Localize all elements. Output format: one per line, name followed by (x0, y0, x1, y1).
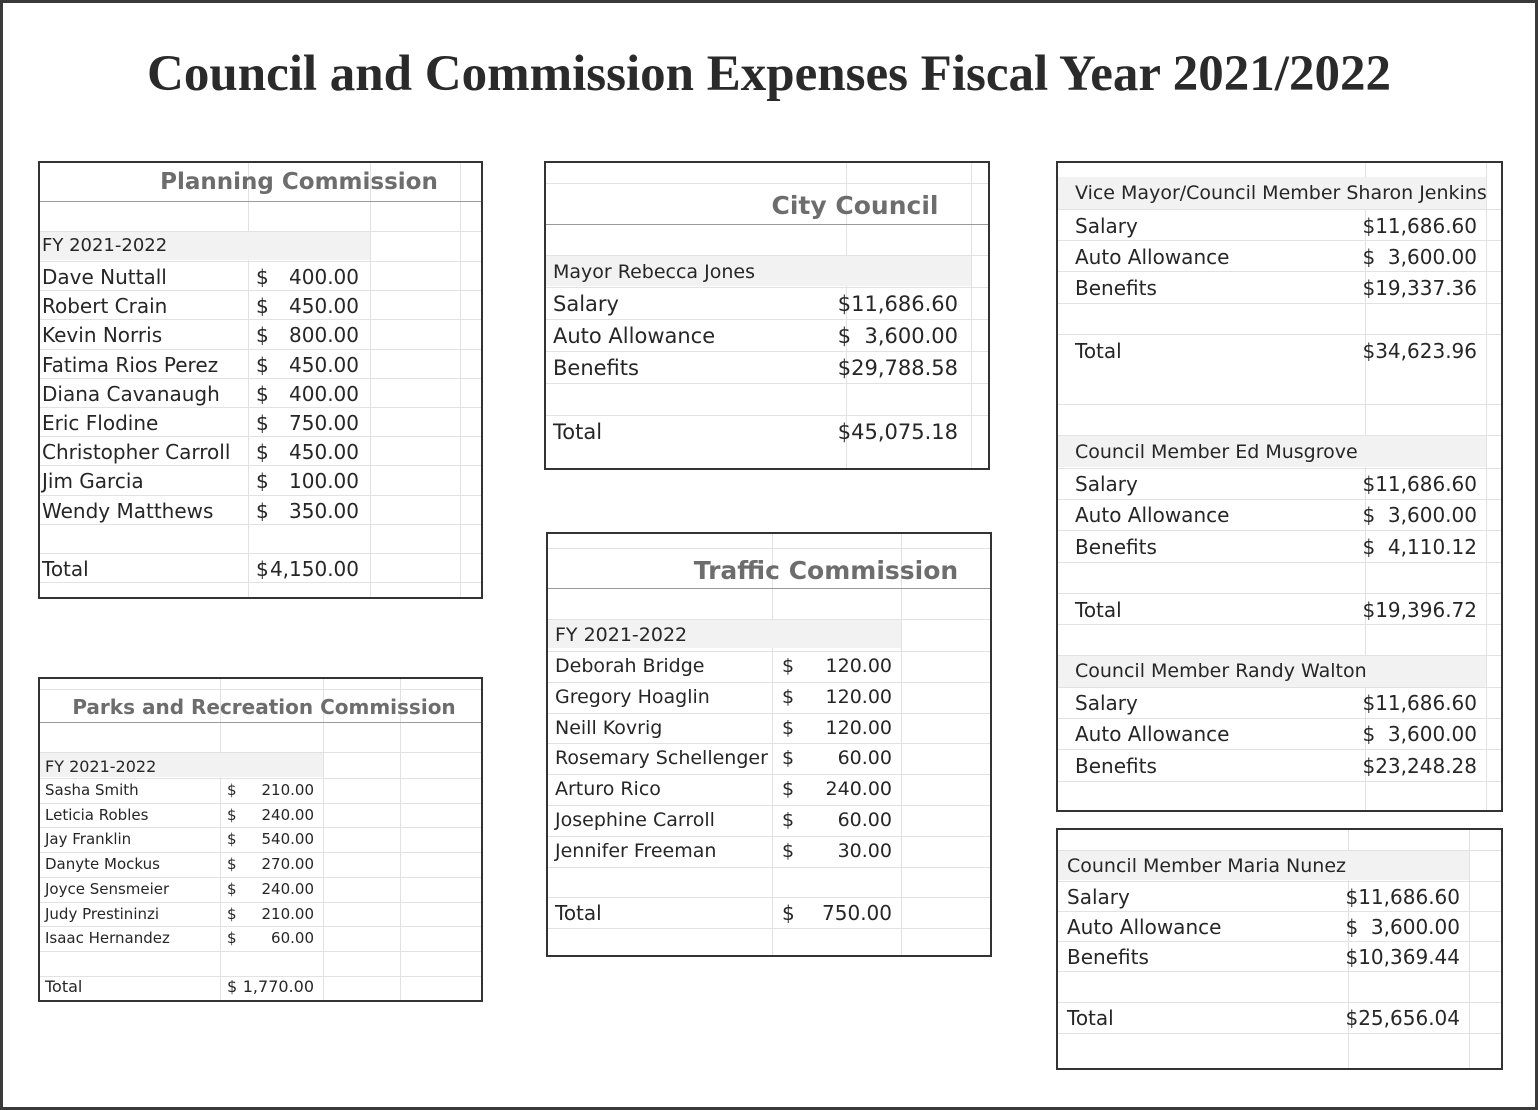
currency-symbol: $ (256, 323, 269, 348)
amount: 450.00 (289, 440, 359, 465)
member-name: Christopher Carroll (42, 440, 231, 465)
currency-symbol: $ (227, 781, 237, 799)
traffic-commission-heading: Traffic Commission (693, 556, 959, 585)
member-name: Eric Flodine (42, 411, 159, 435)
amount: 240.00 (261, 805, 314, 824)
amount: 100.00 (289, 469, 359, 494)
amount: 750.00 (289, 411, 359, 435)
amount: 240.00 (825, 778, 892, 801)
amount: 120.00 (825, 685, 892, 708)
currency-symbol: $ (782, 901, 795, 925)
currency-symbol: $ (782, 778, 795, 801)
currency-symbol: $ (256, 294, 269, 319)
member-name: Kevin Norris (42, 323, 163, 348)
amount: 60.00 (271, 929, 314, 948)
amount: 210.00 (261, 781, 314, 799)
planning-commission-heading: Planning Commission (160, 169, 438, 195)
currency-symbol: $ (227, 855, 237, 874)
amount: 400.00 (289, 381, 359, 406)
member-name: Jennifer Freeman (555, 839, 717, 862)
member-name: Wendy Matthews (42, 498, 214, 523)
amount: 60.00 (837, 747, 892, 770)
currency-symbol: $ (256, 469, 269, 494)
currency-symbol: $ (256, 498, 269, 523)
city-council-heading: City Council (771, 191, 939, 220)
currency-symbol: $ (227, 977, 238, 996)
currency-symbol: $ (256, 557, 269, 581)
amount: 60.00 (837, 809, 892, 831)
member-name: Dave Nuttall (42, 265, 167, 289)
amount: 270.00 (261, 855, 314, 874)
currency-symbol: $ (782, 809, 795, 831)
planning-commission-table: Planning Commission FY 2021-2022 Dave Nuttall $ 400.00 Robert Crain $ 450.00 Kevin Norris $ 800.00 Fatima Rios Perez $ 450.00 Diana Cavanaugh $ 400.00 Eric Flodine $ 750.00 Christopher Carroll $ 450.00 Jim Garcia $ 100.00 Wendy Matthews $ 350.00 Total $ 4,150.00 (38, 161, 483, 599)
amount: 400.00 (289, 265, 359, 289)
currency-symbol: $ (227, 830, 237, 849)
city-council-table: City Council Mayor Rebecca Jones Salary $11,686.60 Auto Allowance $ 3,600.00 Benefits $29,788.58 Total $45,075.18 (544, 161, 990, 470)
currency-symbol: $ (256, 440, 269, 465)
currency-symbol: $ (782, 747, 795, 770)
council-members-table: Vice Mayor/Council Member Sharon Jenkins Salary $11,686.60 Auto Allowance $ 3,600.00 Benefits $19,337.36 Total $34,623.96 Council Member Ed Musgrove Salary $11,686.60 Auto Allowance $ 3,600.00 Benefits $ 4,110.12 Total $19,396.72 Council Member Randy Walton Salary $11,686.60 Auto Allowance $ 3,600.00 Benefits $23,248.28 (1056, 161, 1503, 812)
currency-symbol: $ (782, 655, 795, 677)
currency-symbol: $ (256, 265, 269, 289)
amount: 210.00 (261, 904, 314, 923)
member-name: Diana Cavanaugh (42, 381, 220, 406)
currency-symbol: $ (227, 805, 237, 824)
member-name: Jim Garcia (42, 469, 144, 494)
currency-symbol: $ (782, 716, 795, 739)
page-title: Council and Commission Expenses Fiscal Year 2021/2022 (147, 46, 1391, 102)
member-name: Jay Franklin (45, 830, 132, 849)
member-name: Sasha Smith (45, 781, 139, 799)
amount: 350.00 (289, 498, 359, 523)
total-label: Total (42, 557, 89, 581)
currency-symbol: $ (227, 929, 237, 948)
council-member-nunez-table: Council Member Maria Nunez Salary $11,686.60 Auto Allowance $ 3,600.00 Benefits $10,369.44 Total $25,656.04 (1056, 828, 1503, 1070)
member-name: Judy Prestininzi (45, 904, 160, 923)
amount: 450.00 (289, 352, 359, 377)
currency-symbol: $ (256, 411, 269, 435)
amount: 30.00 (837, 839, 892, 862)
amount: 800.00 (289, 323, 359, 348)
member-name: Neill Kovrig (555, 716, 663, 739)
currency-symbol: $ (256, 381, 269, 406)
total-amount: 4,150.00 (269, 557, 359, 581)
total-amount: 750.00 (822, 901, 892, 925)
member-name: Deborah Bridge (555, 655, 705, 677)
amount: 120.00 (825, 716, 892, 739)
traffic-commission-table: Traffic Commission FY 2021-2022 Deborah Bridge $ 120.00 Gregory Hoaglin $ 120.00 Neill Kovrig $ 120.00 Rosemary Schellenger $ 60.00 Arturo Rico $ 240.00 Josephine Carroll $ 60.00 Jennifer Freeman $ 30.00 Total $ 750.00 (546, 532, 992, 957)
amount: 120.00 (825, 655, 892, 677)
member-name: Gregory Hoaglin (555, 685, 710, 708)
amount: 540.00 (261, 830, 314, 849)
member-name: Fatima Rios Perez (42, 352, 219, 377)
amount: 450.00 (289, 294, 359, 319)
member-name: Isaac Hernandez (45, 929, 170, 948)
member-name: Rosemary Schellenger (555, 747, 768, 770)
member-name: Arturo Rico (555, 778, 661, 801)
currency-symbol: $ (227, 904, 237, 923)
currency-symbol: $ (782, 685, 795, 708)
currency-symbol: $ (782, 839, 795, 862)
amount: 240.00 (261, 879, 314, 898)
currency-symbol: $ (227, 879, 237, 898)
member-name: Robert Crain (42, 294, 168, 319)
total-label: Total (45, 977, 83, 996)
total-label: Total (555, 901, 602, 925)
currency-symbol: $ (256, 352, 269, 377)
parks-recreation-heading: Parks and Recreation Commission (72, 695, 456, 719)
member-name: Josephine Carroll (555, 809, 715, 831)
member-name: Leticia Robles (45, 805, 149, 824)
member-name: Joyce Sensmeier (45, 879, 170, 898)
total-amount: 1,770.00 (242, 977, 314, 996)
member-name: Danyte Mockus (45, 855, 160, 874)
parks-recreation-commission-table: Parks and Recreation Commission FY 2021-2022 Sasha Smith $ 210.00 Leticia Robles $ 240.00 Jay Franklin $ 540.00 Danyte Mockus $ 270.00 Joyce Sensmeier $ 240.00 Judy Prestininzi $ 210.00 Isaac Hernandez $ 60.00 Total $ 1,770.00 (38, 677, 483, 1002)
